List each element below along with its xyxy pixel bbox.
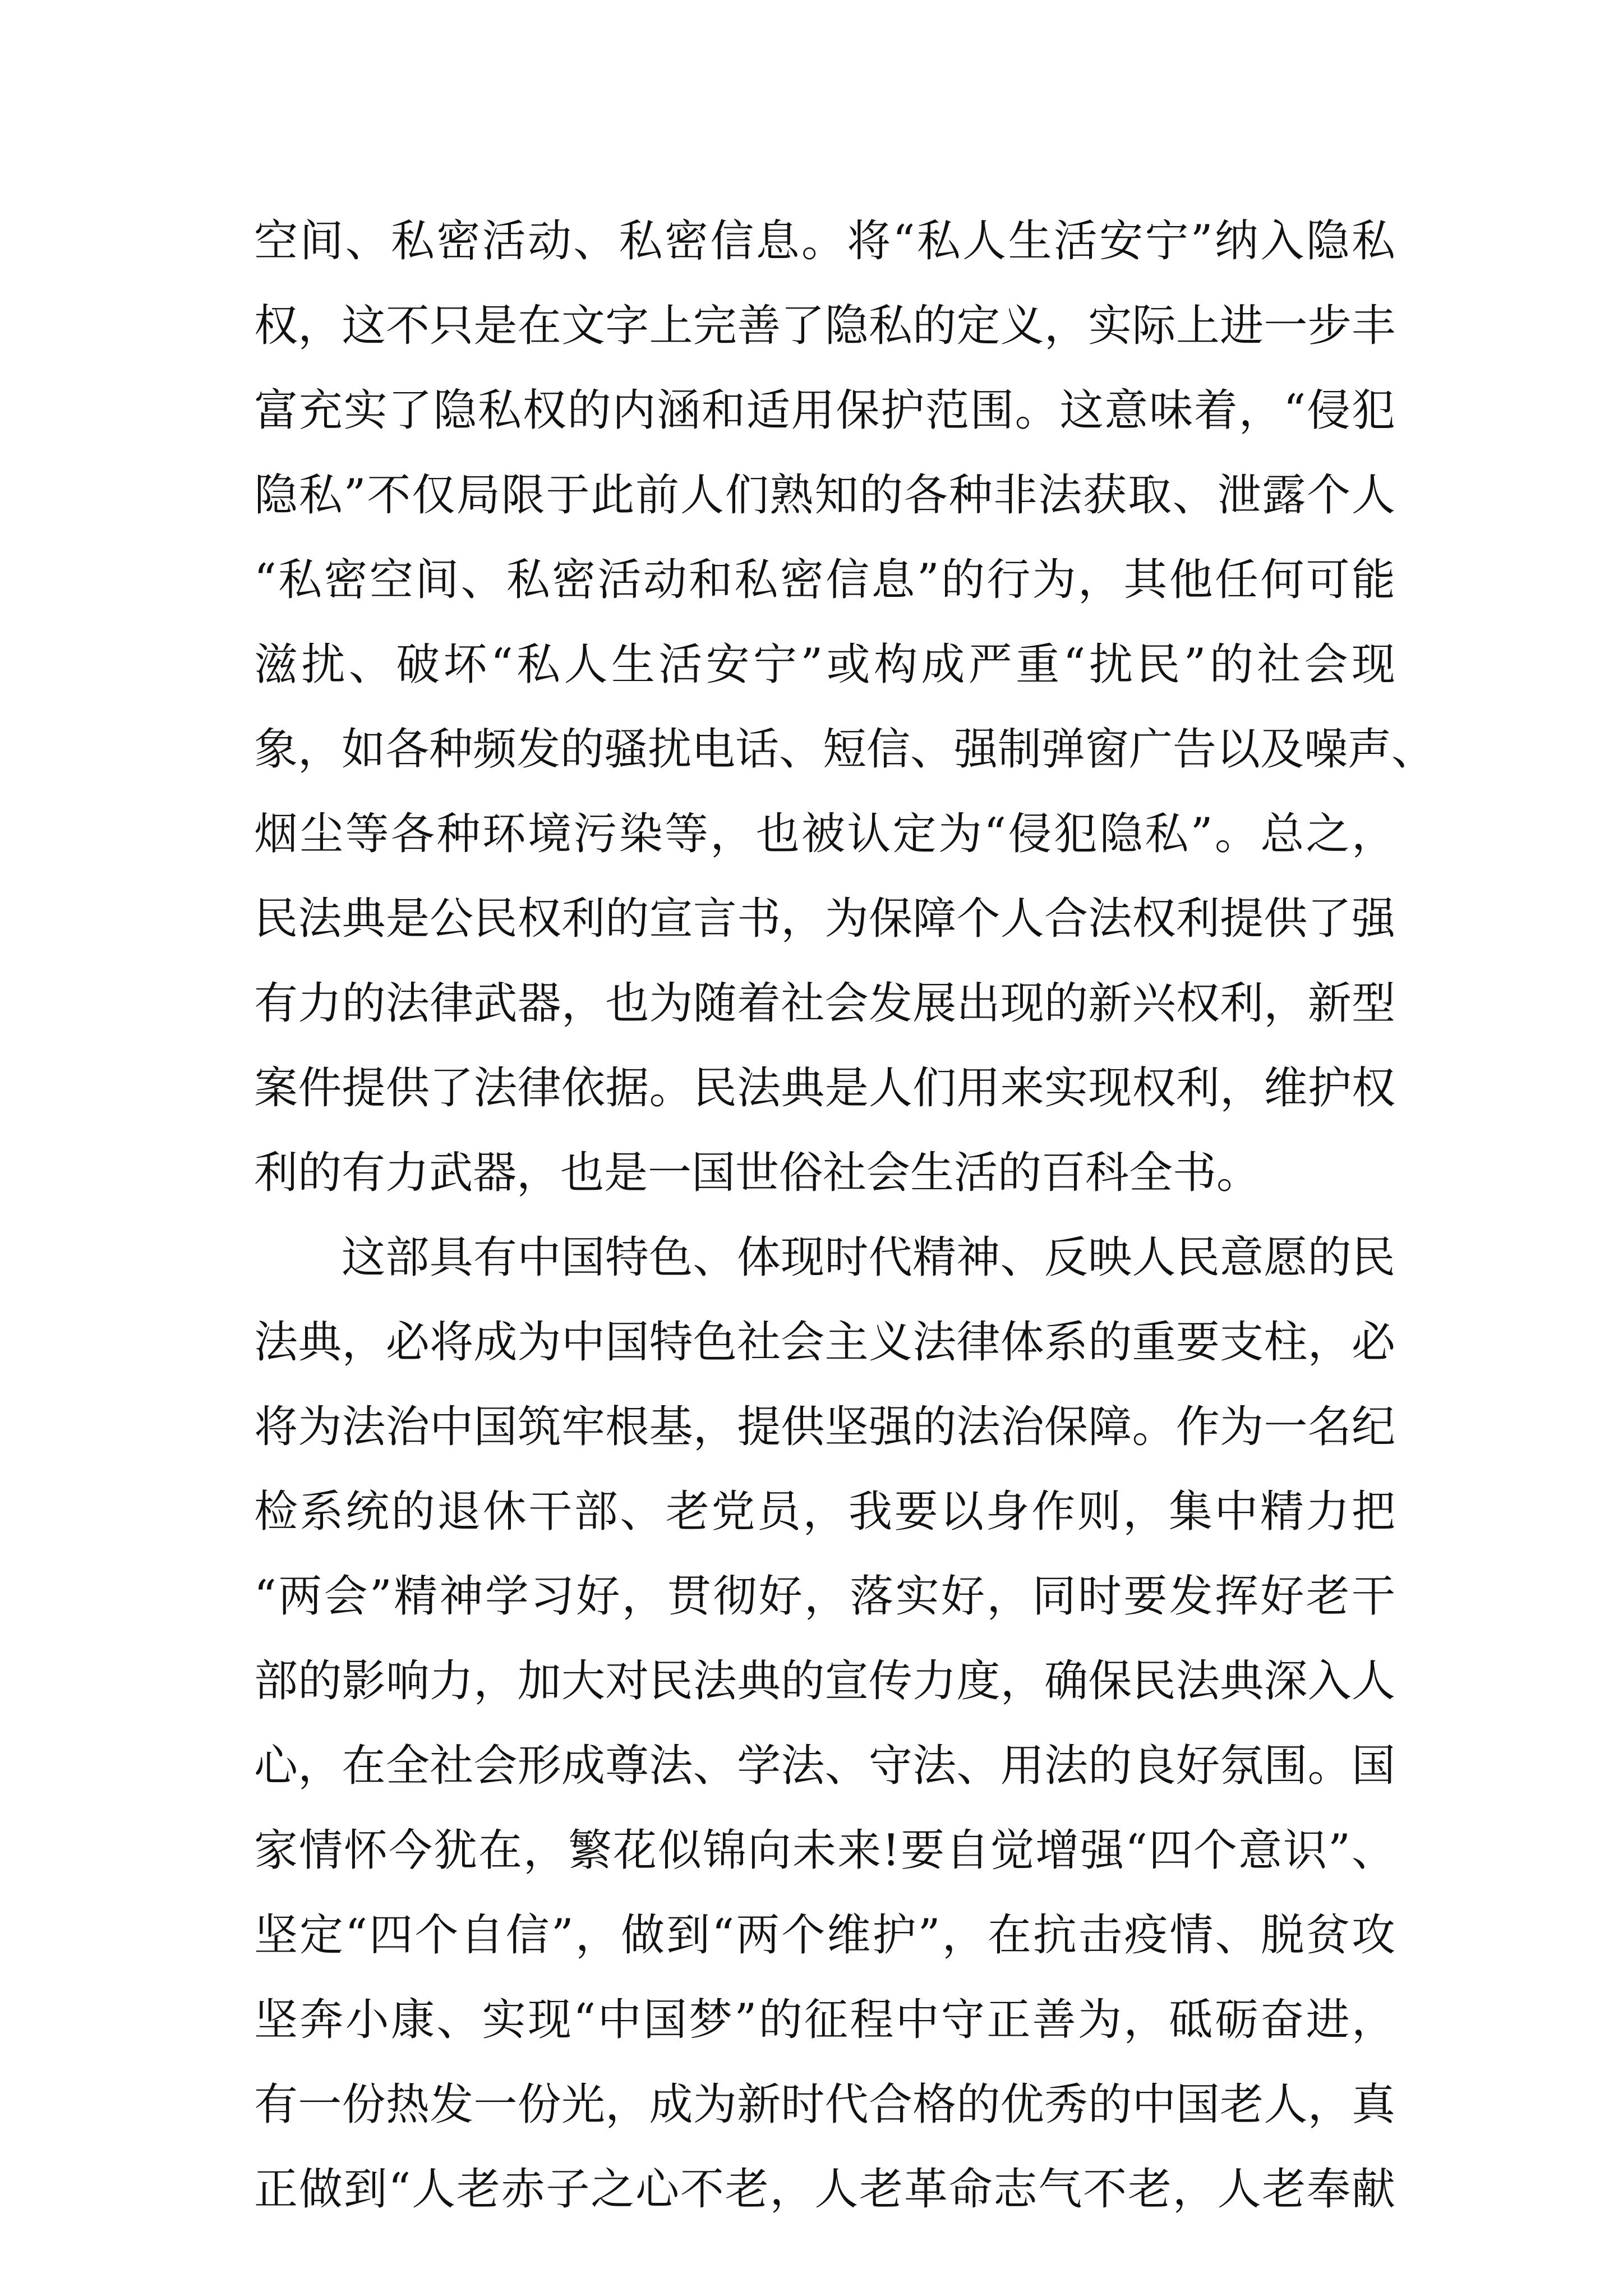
text-line: 家情怀今犹在，繁花似锦向未来!要自觉增强“四个意识”、 — [254, 1825, 1395, 1876]
text-line: 象，如各种频发的骚扰电话、短信、强制弹窗广告以及噪声、 — [254, 724, 1436, 775]
body-text — [254, 208, 1436, 2240]
text-line: 将为法治中国筑牢根基，提供坚强的法治保障。作为一名纪 — [254, 1402, 1395, 1452]
text-line: 坚奔小康、实现“中国梦”的征程中守正善为，砥砺奋进， — [254, 1995, 1395, 2045]
text-line: 正做到“人老赤子之心不老，人老革命志气不老，人老奉献 — [254, 2164, 1395, 2215]
text-line: 空间、私密活动、私密信息。将“私人生活安宁”纳入隐私 — [254, 216, 1395, 266]
text-line: 利的有力武器，也是一国世俗社会生活的百科全书。 — [254, 1148, 1261, 1198]
text-line: 富充实了隐私权的内涵和适用保护范围。这意味着，“侵犯 — [254, 385, 1395, 436]
text-line: 法典，必将成为中国特色社会主义法律体系的重要支柱，必 — [254, 1317, 1395, 1368]
text-line: 滋扰、破坏“私人生活安宁”或构成严重“扰民”的社会现 — [254, 639, 1395, 690]
text-line: 民法典是公民权利的宣言书，为保障个人合法权利提供了强 — [254, 894, 1395, 944]
text-line: 坚定“四个自信”，做到“两个维护”，在抗击疫情、脱贫攻 — [254, 1910, 1395, 1961]
text-line: 这部具有中国特色、体现时代精神、反映人民意愿的民 — [342, 1232, 1395, 1283]
text-line: 部的影响力，加大对民法典的宣传力度，确保民法典深入人 — [254, 1656, 1395, 1706]
text-line: “私密空间、私密活动和私密信息”的行为，其他任何可能 — [254, 555, 1395, 605]
text-line: 隐私”不仅局限于此前人们熟知的各种非法获取、泄露个人 — [254, 470, 1395, 521]
text-line: 有力的法律武器，也为随着社会发展出现的新兴权利，新型 — [254, 978, 1395, 1029]
paragraph-1 — [254, 208, 1436, 1224]
text-line: 案件提供了法律依据。民法典是人们用来实现权利，维护权 — [254, 1063, 1395, 1114]
text-line: 有一份热发一份光，成为新时代合格的优秀的中国老人，真 — [254, 2079, 1395, 2130]
text-line: 检系统的退休干部、老党员，我要以身作则，集中精力把 — [254, 1487, 1395, 1537]
text-line: 烟尘等各种环境污染等，也被认定为“侵犯隐私”。总之， — [254, 809, 1395, 859]
text-line: 心，在全社会形成尊法、学法、守法、用法的良好氛围。国 — [254, 1741, 1395, 1791]
paragraph-2 — [254, 1224, 1395, 2240]
text-line: 权，这不只是在文字上完善了隐私的定义，实际上进一步丰 — [254, 301, 1395, 351]
text-line: “两会”精神学习好，贯彻好，落实好，同时要发挥好老干 — [254, 1571, 1395, 1622]
